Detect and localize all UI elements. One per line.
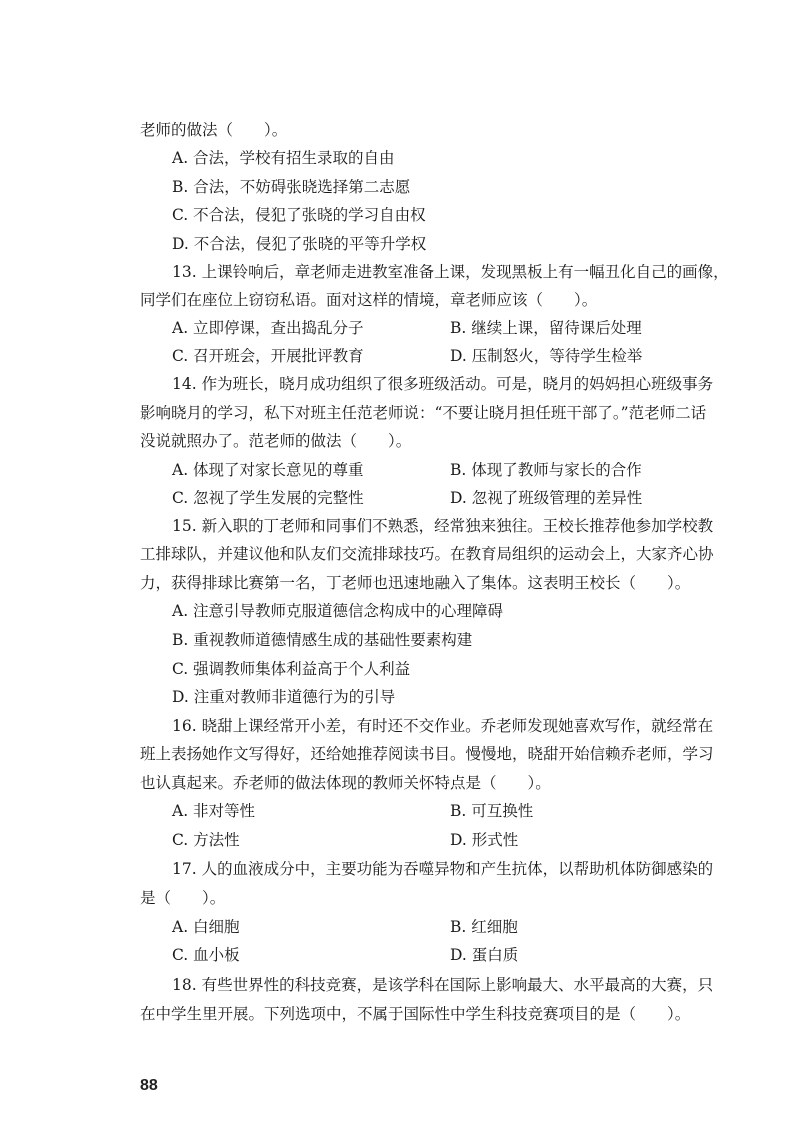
q15-stem-line-1: 15. 新入职的丁老师和同事们不熟悉，经常独来独往。王校长推荐他参加学校教	[172, 517, 714, 535]
q14-option-d: D. 忽视了班级管理的差异性	[450, 489, 643, 507]
q14-stem-line-2: 影响晓月的学习，私下对班主任范老师说：“不要让晓月担任班干部了。”范老师二话	[140, 404, 707, 422]
q13-option-a: A. 立即停课，查出捣乱分子	[172, 319, 364, 337]
q13-option-c: C. 召开班会，开展批评教育	[172, 347, 364, 365]
q17-option-d: D. 蛋白质	[450, 946, 519, 964]
q12-option-c: C. 不合法，侵犯了张晓的学习自由权	[172, 206, 426, 224]
q17-option-b: B. 红细胞	[450, 918, 518, 936]
q12-option-a: A. 合法，学校有招生录取的自由	[172, 149, 395, 167]
q15-stem-line-2: 工排球队，并建议他和队友们交流排球技巧。在教育局组织的运动会上，大家齐心协	[140, 545, 714, 563]
q18-stem-line-2: 在中学生里开展。下列选项中，不属于国际性中学生科技竞赛项目的是（ ）。	[140, 1005, 691, 1023]
q16-option-a: A. 非对等性	[172, 802, 256, 820]
q14-option-b: B. 体现了教师与家长的合作	[450, 461, 642, 479]
q13-option-b: B. 继续上课，留待课后处理	[450, 319, 642, 337]
q12-option-d: D. 不合法，侵犯了张晓的平等升学权	[172, 235, 427, 253]
q13-stem-line-2: 同学们在座位上窃窃私语。面对这样的情境，章老师应该（ ）。	[140, 291, 598, 309]
q14-stem-line-3: 没说就照办了。范老师的做法（ ）。	[140, 432, 412, 450]
q14-option-c: C. 忽视了学生发展的完整性	[172, 489, 364, 507]
q15-option-c: C. 强调教师集体利益高于个人利益	[172, 660, 411, 678]
q13-stem-line-1: 13. 上课铃响后，章老师走进教室准备上课，发现黑板上有一幅丑化自己的画像，	[172, 263, 729, 281]
q16-option-d: D. 形式性	[450, 831, 519, 849]
q17-option-a: A. 白细胞	[172, 918, 240, 936]
q17-stem-line-1: 17. 人的血液成分中，主要功能为吞噬异物和产生抗体，以帮助机体防御感染的	[172, 860, 714, 878]
q16-option-b: B. 可互换性	[450, 802, 534, 820]
q15-option-a: A. 注意引导教师克服道德信念构成中的心理障碍	[172, 602, 504, 620]
page-number: 88	[140, 1077, 158, 1094]
q12-stem-end: 老师的做法（ ）。	[140, 121, 288, 139]
q17-option-c: C. 血小板	[172, 946, 240, 964]
q16-option-c: C. 方法性	[172, 831, 240, 849]
q13-option-d: D. 压制怒火，等待学生检举	[450, 347, 643, 365]
q16-stem-line-1: 16. 晓甜上课经常开小差，有时还不交作业。乔老师发现她喜欢写作，就经常在	[172, 717, 714, 735]
q15-option-d: D. 注重对教师非道德行为的引导	[172, 688, 396, 706]
q15-stem-line-3: 力，获得排球比赛第一名，丁老师也迅速地融入了集体。这表明王校长（ ）。	[140, 574, 691, 592]
q14-stem-line-1: 14. 作为班长，晓月成功组织了很多班级活动。可是，晓月的妈妈担心班级事务	[172, 375, 714, 393]
q14-option-a: A. 体现了对家长意见的尊重	[172, 461, 364, 479]
q16-stem-line-2: 班上表扬她作文写得好，还给她推荐阅读书目。慢慢地，晓甜开始信赖乔老师，学习	[140, 745, 714, 763]
q16-stem-line-3: 也认真起来。乔老师的做法体现的教师关怀特点是（ ）。	[140, 774, 551, 792]
q12-option-b: B. 合法，不妨碍张晓选择第二志愿	[172, 178, 411, 196]
q15-option-b: B. 重视教师道德情感生成的基础性要素构建	[172, 631, 473, 649]
q18-stem-line-1: 18. 有些世界性的科技竞赛，是该学科在国际上影响最大、水平最高的大赛，只	[172, 976, 714, 994]
q17-stem-line-2: 是（ ）。	[140, 889, 226, 907]
